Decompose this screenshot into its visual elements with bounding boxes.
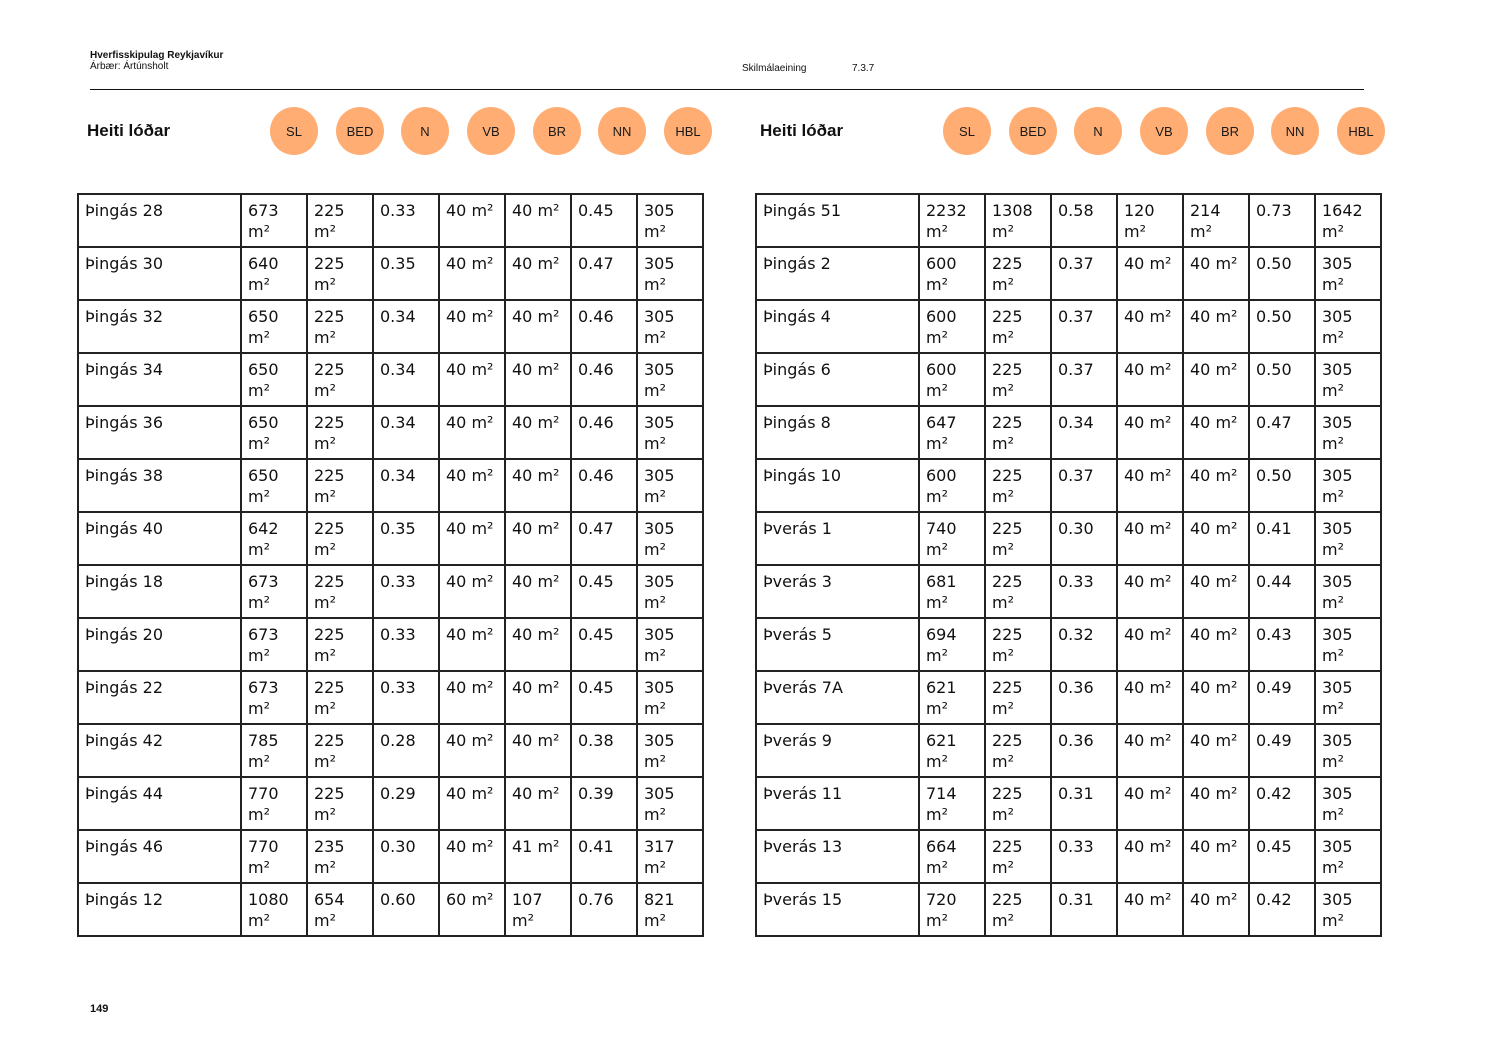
bed-value: 225 m²	[307, 512, 373, 565]
table-row	[78, 194, 703, 247]
hbl-value: 305 m²	[1315, 512, 1381, 565]
bed-value: 225 m²	[985, 671, 1051, 724]
hbl-value: 305 m²	[1315, 830, 1381, 883]
br-value: 40 m²	[1183, 512, 1249, 565]
bed-value: 225 m²	[985, 353, 1051, 406]
hbl-value: 821 m²	[637, 883, 703, 936]
n-value: 0.35	[373, 247, 439, 300]
br-value: 40 m²	[505, 565, 571, 618]
br-value: 40 m²	[505, 618, 571, 671]
vb-value: 40 m²	[1117, 353, 1183, 406]
hbl-value: 305 m²	[637, 247, 703, 300]
badge-nn: NN	[598, 107, 646, 155]
table-row	[78, 883, 703, 936]
lot-name: Þingás 2	[756, 247, 919, 300]
nn-value: 0.46	[571, 353, 637, 406]
bed-value: 1308 m²	[985, 194, 1051, 247]
sl-value: 650 m²	[241, 353, 307, 406]
bed-value: 225 m²	[307, 353, 373, 406]
sl-value: 673 m²	[241, 671, 307, 724]
badge-bed: BED	[336, 107, 384, 155]
hbl-value: 305 m²	[1315, 883, 1381, 936]
nn-value: 0.41	[571, 830, 637, 883]
vb-value: 40 m²	[439, 406, 505, 459]
table-row	[78, 512, 703, 565]
hbl-value: 305 m²	[637, 565, 703, 618]
n-value: 0.37	[1051, 247, 1117, 300]
n-value: 0.33	[373, 671, 439, 724]
nn-value: 0.50	[1249, 247, 1315, 300]
nn-value: 0.46	[571, 406, 637, 459]
hbl-value: 305 m²	[637, 618, 703, 671]
hbl-value: 305 m²	[1315, 406, 1381, 459]
hbl-value: 305 m²	[1315, 777, 1381, 830]
vb-value: 40 m²	[439, 247, 505, 300]
n-value: 0.34	[373, 406, 439, 459]
br-value: 40 m²	[1183, 300, 1249, 353]
bed-value: 225 m²	[985, 618, 1051, 671]
br-value: 40 m²	[1183, 565, 1249, 618]
hbl-value: 305 m²	[637, 512, 703, 565]
lot-name: Þingás 46	[78, 830, 241, 883]
sl-value: 640 m²	[241, 247, 307, 300]
table-row	[756, 512, 1381, 565]
sl-value: 740 m²	[919, 512, 985, 565]
badge-bed: BED	[1009, 107, 1057, 155]
vb-value: 40 m²	[439, 565, 505, 618]
br-value: 40 m²	[1183, 353, 1249, 406]
table-row	[756, 618, 1381, 671]
bed-value: 225 m²	[985, 565, 1051, 618]
vb-value: 40 m²	[1117, 724, 1183, 777]
sl-value: 673 m²	[241, 565, 307, 618]
sl-value: 600 m²	[919, 353, 985, 406]
right-heading: Heiti lóðar	[760, 121, 844, 140]
lot-name: Þverás 9	[756, 724, 919, 777]
bed-value: 225 m²	[985, 300, 1051, 353]
bed-value: 225 m²	[985, 777, 1051, 830]
br-value: 40 m²	[1183, 883, 1249, 936]
n-value: 0.33	[373, 194, 439, 247]
vb-value: 40 m²	[1117, 830, 1183, 883]
table-row	[756, 194, 1381, 247]
sl-value: 673 m²	[241, 194, 307, 247]
vb-value: 40 m²	[1117, 247, 1183, 300]
br-value: 40 m²	[1183, 459, 1249, 512]
left-lot-table	[77, 193, 704, 937]
n-value: 0.31	[1051, 777, 1117, 830]
br-value: 214 m²	[1183, 194, 1249, 247]
table-row	[756, 565, 1381, 618]
table-row	[756, 300, 1381, 353]
vb-value: 40 m²	[1117, 406, 1183, 459]
table-row	[78, 300, 703, 353]
nn-value: 0.45	[571, 671, 637, 724]
n-value: 0.29	[373, 777, 439, 830]
lot-name: Þingás 30	[78, 247, 241, 300]
nn-value: 0.50	[1249, 353, 1315, 406]
right-badge-row	[943, 107, 1385, 155]
br-value: 41 m²	[505, 830, 571, 883]
table-row	[756, 353, 1381, 406]
plan-title: Hverfisskipulag Reykjavíkur	[90, 50, 224, 61]
nn-value: 0.49	[1249, 671, 1315, 724]
lot-name: Þingás 36	[78, 406, 241, 459]
vb-value: 60 m²	[439, 883, 505, 936]
lot-name: Þingás 40	[78, 512, 241, 565]
n-value: 0.30	[373, 830, 439, 883]
br-value: 40 m²	[1183, 618, 1249, 671]
lot-name: Þverás 15	[756, 883, 919, 936]
table-row	[756, 830, 1381, 883]
sl-value: 664 m²	[919, 830, 985, 883]
hbl-value: 305 m²	[637, 459, 703, 512]
table-row	[78, 459, 703, 512]
sl-value: 681 m²	[919, 565, 985, 618]
br-value: 40 m²	[505, 300, 571, 353]
bed-value: 235 m²	[307, 830, 373, 883]
n-value: 0.34	[373, 300, 439, 353]
lot-name: Þingás 51	[756, 194, 919, 247]
br-value: 40 m²	[505, 512, 571, 565]
br-value: 40 m²	[1183, 777, 1249, 830]
bed-value: 225 m²	[985, 459, 1051, 512]
sl-value: 642 m²	[241, 512, 307, 565]
nn-value: 0.45	[571, 194, 637, 247]
lot-name: Þingás 10	[756, 459, 919, 512]
br-value: 40 m²	[1183, 830, 1249, 883]
nn-value: 0.39	[571, 777, 637, 830]
table-row	[78, 353, 703, 406]
lot-name: Þingás 8	[756, 406, 919, 459]
n-value: 0.32	[1051, 618, 1117, 671]
bed-value: 225 m²	[307, 777, 373, 830]
badge-sl: SL	[270, 107, 318, 155]
nn-value: 0.47	[571, 512, 637, 565]
vb-value: 120 m²	[1117, 194, 1183, 247]
n-value: 0.36	[1051, 724, 1117, 777]
sl-value: 1080 m²	[241, 883, 307, 936]
lot-name: Þingás 6	[756, 353, 919, 406]
table-row	[78, 830, 703, 883]
n-value: 0.33	[373, 618, 439, 671]
br-value: 40 m²	[505, 247, 571, 300]
sl-value: 600 m²	[919, 300, 985, 353]
table-row	[78, 565, 703, 618]
sl-value: 720 m²	[919, 883, 985, 936]
sl-value: 650 m²	[241, 459, 307, 512]
hbl-value: 305 m²	[1315, 300, 1381, 353]
vb-value: 40 m²	[1117, 565, 1183, 618]
page-number: 149	[90, 1003, 109, 1015]
badge-br: BR	[1206, 107, 1254, 155]
lot-name: Þverás 1	[756, 512, 919, 565]
n-value: 0.60	[373, 883, 439, 936]
vb-value: 40 m²	[439, 618, 505, 671]
hbl-value: 305 m²	[637, 194, 703, 247]
badge-vb: VB	[1140, 107, 1188, 155]
bed-value: 225 m²	[307, 618, 373, 671]
badge-hbl: HBL	[664, 107, 712, 155]
badge-hbl: HBL	[1337, 107, 1385, 155]
bed-value: 225 m²	[985, 406, 1051, 459]
sl-value: 770 m²	[241, 777, 307, 830]
vb-value: 40 m²	[439, 194, 505, 247]
br-value: 40 m²	[505, 724, 571, 777]
sl-value: 647 m²	[919, 406, 985, 459]
hbl-value: 305 m²	[1315, 724, 1381, 777]
n-value: 0.34	[373, 353, 439, 406]
bed-value: 225 m²	[307, 671, 373, 724]
vb-value: 40 m²	[439, 724, 505, 777]
left-heading: Heiti lóðar	[87, 121, 171, 140]
n-value: 0.34	[373, 459, 439, 512]
lot-name: Þingás 32	[78, 300, 241, 353]
br-value: 40 m²	[505, 406, 571, 459]
table-row	[756, 777, 1381, 830]
badge-br: BR	[533, 107, 581, 155]
lot-name: Þingás 20	[78, 618, 241, 671]
table-row	[78, 724, 703, 777]
hbl-value: 305 m²	[637, 300, 703, 353]
hbl-value: 305 m²	[637, 406, 703, 459]
section-label: Skilmálaeining	[742, 63, 807, 74]
n-value: 0.33	[1051, 565, 1117, 618]
badge-vb: VB	[467, 107, 515, 155]
table-row	[756, 406, 1381, 459]
vb-value: 40 m²	[439, 300, 505, 353]
lot-name: Þverás 5	[756, 618, 919, 671]
sl-value: 673 m²	[241, 618, 307, 671]
lot-name: Þverás 7A	[756, 671, 919, 724]
n-value: 0.37	[1051, 459, 1117, 512]
nn-value: 0.38	[571, 724, 637, 777]
vb-value: 40 m²	[439, 512, 505, 565]
nn-value: 0.46	[571, 300, 637, 353]
hbl-value: 305 m²	[1315, 671, 1381, 724]
br-value: 40 m²	[505, 459, 571, 512]
bed-value: 225 m²	[307, 724, 373, 777]
br-value: 40 m²	[505, 671, 571, 724]
nn-value: 0.44	[1249, 565, 1315, 618]
section-number: 7.3.7	[852, 63, 875, 74]
nn-value: 0.45	[571, 565, 637, 618]
vb-value: 40 m²	[1117, 459, 1183, 512]
hbl-value: 317 m²	[637, 830, 703, 883]
sl-value: 785 m²	[241, 724, 307, 777]
nn-value: 0.50	[1249, 459, 1315, 512]
bed-value: 225 m²	[307, 300, 373, 353]
sl-value: 694 m²	[919, 618, 985, 671]
sl-value: 600 m²	[919, 459, 985, 512]
sl-value: 2232 m²	[919, 194, 985, 247]
table-row	[78, 777, 703, 830]
bed-value: 225 m²	[307, 406, 373, 459]
table-row	[78, 406, 703, 459]
vb-value: 40 m²	[1117, 671, 1183, 724]
bed-value: 225 m²	[985, 724, 1051, 777]
lot-name: Þingás 44	[78, 777, 241, 830]
badge-n: N	[401, 107, 449, 155]
bed-value: 654 m²	[307, 883, 373, 936]
table-row	[78, 671, 703, 724]
bed-value: 225 m²	[985, 512, 1051, 565]
hbl-value: 305 m²	[1315, 618, 1381, 671]
lot-name: Þverás 13	[756, 830, 919, 883]
lot-name: Þingás 4	[756, 300, 919, 353]
n-value: 0.58	[1051, 194, 1117, 247]
n-value: 0.37	[1051, 300, 1117, 353]
sl-value: 650 m²	[241, 406, 307, 459]
br-value: 40 m²	[505, 353, 571, 406]
n-value: 0.37	[1051, 353, 1117, 406]
br-value: 40 m²	[1183, 671, 1249, 724]
nn-value: 0.49	[1249, 724, 1315, 777]
table-row	[756, 724, 1381, 777]
nn-value: 0.42	[1249, 883, 1315, 936]
br-value: 40 m²	[1183, 247, 1249, 300]
hbl-value: 305 m²	[637, 353, 703, 406]
bed-value: 225 m²	[307, 194, 373, 247]
table-row	[756, 671, 1381, 724]
hbl-value: 305 m²	[1315, 353, 1381, 406]
nn-value: 0.47	[571, 247, 637, 300]
n-value: 0.33	[373, 565, 439, 618]
nn-value: 0.43	[1249, 618, 1315, 671]
lot-name: Þingás 42	[78, 724, 241, 777]
vb-value: 40 m²	[1117, 618, 1183, 671]
nn-value: 0.47	[1249, 406, 1315, 459]
right-lot-table	[755, 193, 1382, 937]
right-table-body	[756, 194, 1381, 936]
lot-name: Þingás 12	[78, 883, 241, 936]
br-value: 40 m²	[1183, 724, 1249, 777]
vb-value: 40 m²	[1117, 512, 1183, 565]
table-row	[756, 883, 1381, 936]
sl-value: 714 m²	[919, 777, 985, 830]
br-value: 40 m²	[505, 194, 571, 247]
br-value: 107 m²	[505, 883, 571, 936]
vb-value: 40 m²	[1117, 883, 1183, 936]
nn-value: 0.42	[1249, 777, 1315, 830]
bed-value: 225 m²	[985, 247, 1051, 300]
hbl-value: 305 m²	[637, 671, 703, 724]
n-value: 0.28	[373, 724, 439, 777]
badge-n: N	[1074, 107, 1122, 155]
n-value: 0.30	[1051, 512, 1117, 565]
n-value: 0.35	[373, 512, 439, 565]
sl-value: 770 m²	[241, 830, 307, 883]
hbl-value: 305 m²	[1315, 565, 1381, 618]
nn-value: 0.76	[571, 883, 637, 936]
vb-value: 40 m²	[439, 353, 505, 406]
nn-value: 0.45	[1249, 830, 1315, 883]
table-row	[756, 247, 1381, 300]
n-value: 0.31	[1051, 883, 1117, 936]
badge-sl: SL	[943, 107, 991, 155]
n-value: 0.33	[1051, 830, 1117, 883]
lot-name: Þverás 3	[756, 565, 919, 618]
nn-value: 0.46	[571, 459, 637, 512]
bed-value: 225 m²	[307, 565, 373, 618]
lot-name: Þingás 18	[78, 565, 241, 618]
nn-value: 0.50	[1249, 300, 1315, 353]
br-value: 40 m²	[1183, 406, 1249, 459]
bed-value: 225 m²	[985, 830, 1051, 883]
hbl-value: 305 m²	[1315, 459, 1381, 512]
left-table-body	[78, 194, 703, 936]
lot-name: Þingás 34	[78, 353, 241, 406]
header-divider	[90, 89, 1364, 90]
nn-value: 0.73	[1249, 194, 1315, 247]
sl-value: 650 m²	[241, 300, 307, 353]
lot-name: Þingás 38	[78, 459, 241, 512]
lot-name: Þverás 11	[756, 777, 919, 830]
table-row	[78, 618, 703, 671]
br-value: 40 m²	[505, 777, 571, 830]
plan-subtitle: Árbær: Ártúnsholt	[90, 61, 169, 72]
hbl-value: 305 m²	[637, 777, 703, 830]
badge-nn: NN	[1271, 107, 1319, 155]
bed-value: 225 m²	[307, 247, 373, 300]
vb-value: 40 m²	[439, 830, 505, 883]
sl-value: 621 m²	[919, 724, 985, 777]
vb-value: 40 m²	[439, 459, 505, 512]
left-badge-row	[270, 107, 712, 155]
sl-value: 600 m²	[919, 247, 985, 300]
hbl-value: 1642 m²	[1315, 194, 1381, 247]
vb-value: 40 m²	[439, 671, 505, 724]
nn-value: 0.41	[1249, 512, 1315, 565]
lot-name: Þingás 28	[78, 194, 241, 247]
bed-value: 225 m²	[985, 883, 1051, 936]
n-value: 0.36	[1051, 671, 1117, 724]
bed-value: 225 m²	[307, 459, 373, 512]
vb-value: 40 m²	[1117, 300, 1183, 353]
hbl-value: 305 m²	[637, 724, 703, 777]
vb-value: 40 m²	[1117, 777, 1183, 830]
hbl-value: 305 m²	[1315, 247, 1381, 300]
n-value: 0.34	[1051, 406, 1117, 459]
table-row	[78, 247, 703, 300]
table-row	[756, 459, 1381, 512]
vb-value: 40 m²	[439, 777, 505, 830]
sl-value: 621 m²	[919, 671, 985, 724]
nn-value: 0.45	[571, 618, 637, 671]
lot-name: Þingás 22	[78, 671, 241, 724]
